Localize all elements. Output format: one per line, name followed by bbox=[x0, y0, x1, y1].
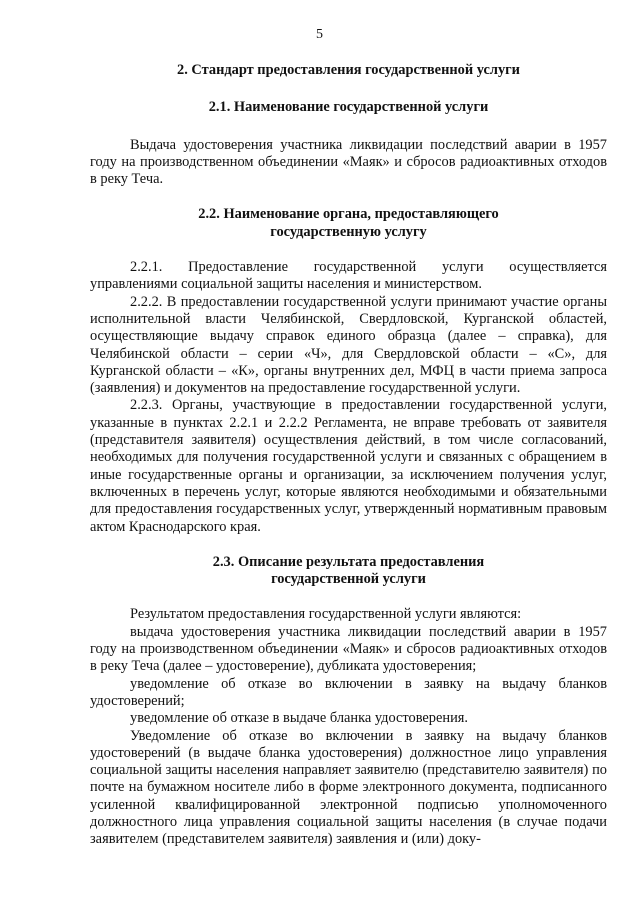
document-body bbox=[90, 62, 607, 849]
paragraph-2-2-1: 2.2.1. Предоставление государственной услуги осуществляется управлениями социальной защиты населения и министерством. bbox=[90, 259, 607, 293]
result-item-certificate: выдача удостоверения участника ликвидации последствий аварии в 1957 году на производственном объединении «Маяк» и сбросов радиоактивных отходов в реку Теча (далее – удостоверение), дубликата удостоверения; bbox=[90, 623, 607, 675]
subsection-2-3-heading bbox=[90, 554, 607, 589]
paragraph-2-2-2: 2.2.2. В предоставлении государственной услуги принимают участие органы исполнительной власти Челябинской, Свердловской, Курганской областей, осуществляющие выдачу справок единого образца (далее – справка), для Челябинской области – серии «Ч», для Свердловской области – «С», для Курганской области – «К», органы внутренних дел, МФЦ в части приема запроса (заявления) и документов на предоставление государственной услуги. bbox=[90, 293, 607, 397]
subsection-2-1-text: Выдача удостоверения участника ликвидации последствий аварии в 1957 году на производственном объединении «Маяк» и сбросов радиоактивных отходов в реку Теча. bbox=[90, 136, 607, 188]
result-intro: Результатом предоставления государственной услуги являются: bbox=[130, 606, 522, 623]
subsection-2-3-title-line1: 2.3. Описание результата предоставления bbox=[212, 553, 485, 570]
subsection-2-2-title-line1: 2.2. Наименование органа, предоставляющего bbox=[198, 206, 499, 223]
paragraph-2-2-3: 2.2.3. Органы, участвующие в предоставлении государственной услуги, указанные в пунктах 2.2.1 и 2.2.2 Регламента, не вправе требовать от заявителя (представителя заявителя) осуществления действий, в том числе согласований, необходимых для получения государственной услуги и связанных с обращением в иные государственные органы и организации, за исключением получения услуг, включенных в перечень услуг, которые являются необходимыми и обязательными для предоставления государственных услуг, утвержденный нормативным правовым актом Краснодарского края. bbox=[90, 397, 607, 535]
subsection-2-2-heading bbox=[90, 206, 607, 241]
refusal-notification-paragraph: Уведомление об отказе во включении в заявку на выдачу бланков удостоверений (в выдаче бланка удостоверения) должностное лицо управления социальной защиты населения направляет заявителю (представителю заявителя) по почте на бумажном носителе либо в форме электронного документа, подписанного усиленной квалифицированной электронной подписью уполномоченного должностного лица управления социальной защиты населения (в случае подачи заявителем (представителем заявителя) заявления и (или) доку- bbox=[90, 727, 607, 848]
section-title: 2. Стандарт предоставления государственной услуги bbox=[177, 62, 520, 78]
page-number: 5 bbox=[316, 27, 323, 42]
subsection-2-1-title: 2.1. Наименование государственной услуги bbox=[208, 99, 489, 116]
subsection-2-3-title-line2: государственной услуги bbox=[271, 571, 426, 588]
result-item-refusal-issue: уведомление об отказе в выдаче бланка удостоверения. bbox=[130, 710, 468, 727]
subsection-2-2-title-line2: государственную услугу bbox=[270, 223, 427, 240]
result-item-refusal-inclusion: уведомление об отказе во включении в заявку на выдачу бланков удостоверений; bbox=[90, 675, 607, 709]
